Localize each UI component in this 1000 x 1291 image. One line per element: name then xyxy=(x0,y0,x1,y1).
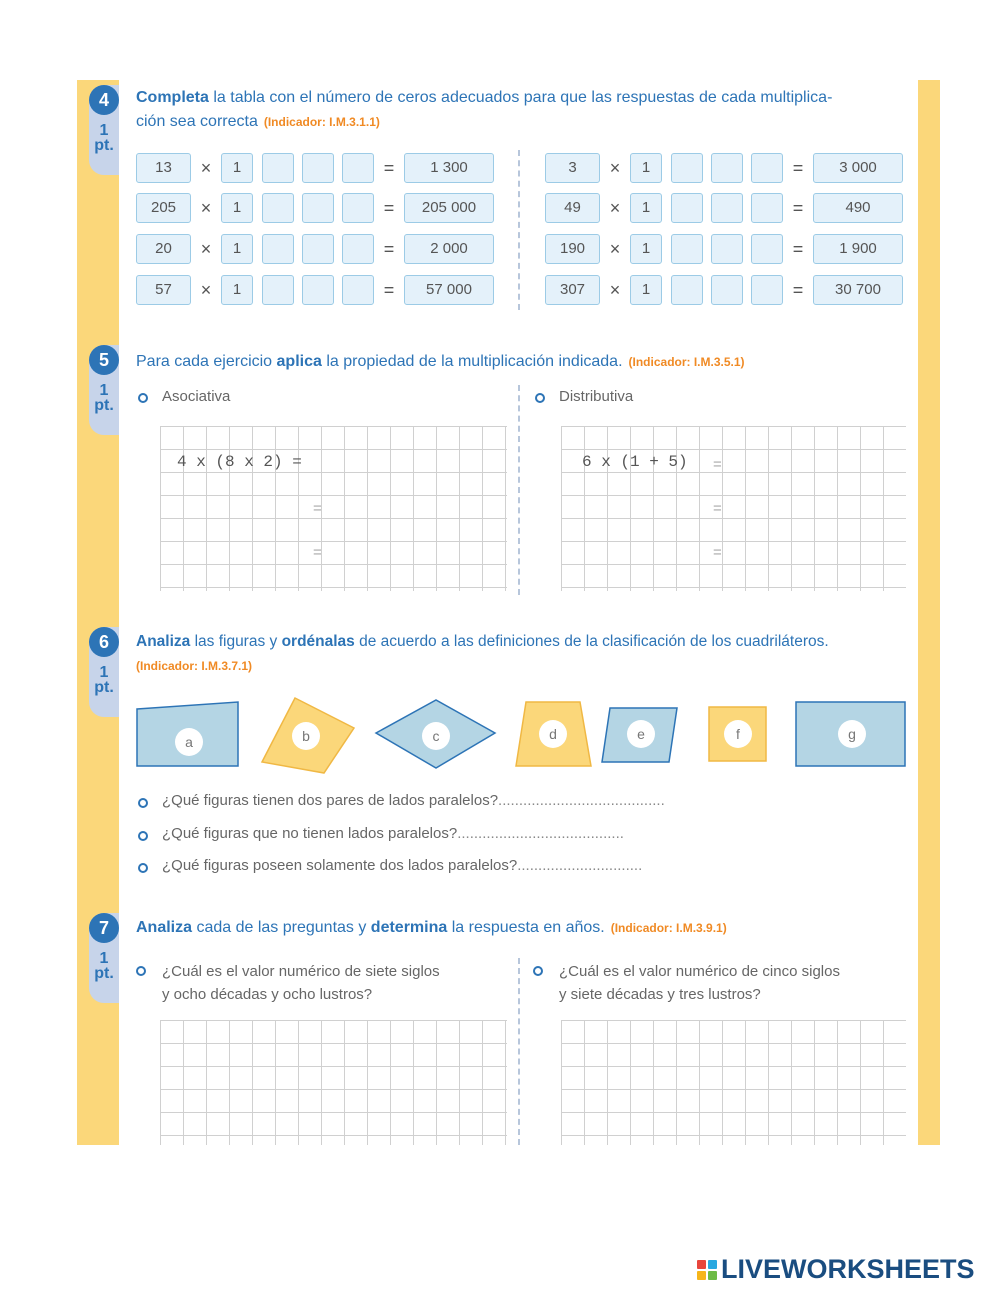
liveworksheets-mark-icon xyxy=(697,1260,717,1280)
multiplicand-box: 20 xyxy=(136,234,191,264)
section-5-badge xyxy=(89,345,119,435)
indicator: (Indicador: I.M.3.7.1) xyxy=(136,659,253,673)
factor-one-box: 1 xyxy=(630,275,662,305)
section-number: 6 xyxy=(89,627,119,657)
points-value: 1 xyxy=(99,122,109,139)
title-text: cada de las preguntas y xyxy=(192,919,371,936)
zero-input-box[interactable] xyxy=(262,275,294,305)
question-text: ¿Qué figuras tienen dos pares de lados paralelos? xyxy=(162,792,499,809)
zero-input-box[interactable] xyxy=(751,275,783,305)
zero-input-box[interactable] xyxy=(342,153,374,183)
factor-one-box: 1 xyxy=(221,234,253,264)
section-6-title xyxy=(136,630,829,678)
zero-input-box[interactable] xyxy=(711,275,743,305)
zero-input-box[interactable] xyxy=(342,275,374,305)
bullet-icon xyxy=(138,393,148,403)
equals-sign: = xyxy=(792,158,804,178)
zero-input-box[interactable] xyxy=(671,153,703,183)
bullet-icon xyxy=(138,831,148,841)
equals-sign: = xyxy=(792,198,804,218)
product-box: 490 xyxy=(813,193,903,223)
question-left xyxy=(162,960,440,1006)
equals-sign: = xyxy=(713,500,722,517)
liveworksheets-logo xyxy=(697,1254,975,1285)
section-7-title xyxy=(136,916,727,940)
title-text: la propiedad de la multiplicación indicada. xyxy=(321,353,623,370)
times-sign: × xyxy=(200,198,212,218)
shape-label-b: b xyxy=(292,722,320,750)
product-box: 2 000 xyxy=(404,234,494,264)
bullet-icon xyxy=(136,966,146,976)
right-yellow-bar xyxy=(918,80,940,1145)
title-verb: Analiza xyxy=(136,919,193,936)
factor-one-box: 1 xyxy=(630,153,662,183)
times-sign: × xyxy=(609,158,621,178)
question-text: ¿Qué figuras que no tienen lados paralelos? xyxy=(162,825,458,842)
question-left-answer-grid[interactable] xyxy=(160,1020,507,1145)
product-box: 205 000 xyxy=(404,193,494,223)
product-box: 30 700 xyxy=(813,275,903,305)
question-text: y ocho décadas y ocho lustros? xyxy=(162,986,373,1003)
equals-sign: = xyxy=(383,280,395,300)
shape-label-f: f xyxy=(724,720,752,748)
factor-one-box: 1 xyxy=(630,193,662,223)
question-right xyxy=(559,960,840,1006)
zero-input-box[interactable] xyxy=(671,193,703,223)
multiplicand-box: 57 xyxy=(136,275,191,305)
zero-input-box[interactable] xyxy=(711,193,743,223)
title-text: la tabla con el número de ceros adecuados para que las respuestas de cada multiplica- xyxy=(208,89,833,106)
question-line xyxy=(162,825,624,842)
indicator: (Indicador: I.M.3.5.1) xyxy=(628,355,745,369)
bullet-icon xyxy=(138,798,148,808)
zero-input-box[interactable] xyxy=(302,234,334,264)
product-box: 57 000 xyxy=(404,275,494,305)
question-text: y siete décadas y tres lustros? xyxy=(559,986,761,1003)
title-text: la respuesta en años. xyxy=(447,919,605,936)
shape-label-c: c xyxy=(422,722,450,750)
zero-input-box[interactable] xyxy=(262,193,294,223)
zero-input-box[interactable] xyxy=(711,234,743,264)
section-divider xyxy=(518,150,520,310)
quadrilateral-shapes xyxy=(132,692,922,776)
equals-sign: = xyxy=(313,500,322,517)
indicator: (Indicador: I.M.3.9.1) xyxy=(610,921,727,935)
title-verb: aplica xyxy=(276,353,322,370)
zero-input-box[interactable] xyxy=(342,234,374,264)
bullet-icon xyxy=(533,966,543,976)
shape-label-a: a xyxy=(175,728,203,756)
equals-sign: = xyxy=(713,456,722,473)
associative-label: Asociativa xyxy=(162,388,231,405)
times-sign: × xyxy=(200,239,212,259)
multiplicand-box: 307 xyxy=(545,275,600,305)
question-text: ¿Qué figuras poseen solamente dos lados paralelos? xyxy=(162,857,518,874)
multiplicand-box: 205 xyxy=(136,193,191,223)
points-label: pt. xyxy=(94,965,114,982)
times-sign: × xyxy=(200,158,212,178)
shape-label-e: e xyxy=(627,720,655,748)
zero-input-box[interactable] xyxy=(751,234,783,264)
zero-input-box[interactable] xyxy=(302,275,334,305)
section-divider xyxy=(518,385,520,595)
section-divider xyxy=(518,958,520,1145)
equals-sign: = xyxy=(383,198,395,218)
worksheet-page xyxy=(77,80,940,1145)
answer-blank[interactable]: ........................................ xyxy=(457,825,624,842)
multiplicand-box: 3 xyxy=(545,153,600,183)
zero-input-box[interactable] xyxy=(671,275,703,305)
zero-input-box[interactable] xyxy=(262,234,294,264)
multiplicand-box: 49 xyxy=(545,193,600,223)
distributive-expression: 6 x (1 + 5) xyxy=(582,453,688,471)
bullet-icon xyxy=(535,393,545,403)
answer-blank[interactable]: ........................................ xyxy=(498,792,665,809)
title-text: Para cada ejercicio xyxy=(136,353,277,370)
product-box: 1 300 xyxy=(404,153,494,183)
zero-input-box[interactable] xyxy=(302,153,334,183)
title-text: las figuras y xyxy=(190,633,282,650)
points-label: pt. xyxy=(94,137,114,154)
question-text: ¿Cuál es el valor numérico de siete siglos xyxy=(162,963,440,980)
bullet-icon xyxy=(138,863,148,873)
points-label: pt. xyxy=(94,679,114,696)
times-sign: × xyxy=(609,239,621,259)
indicator: (Indicador: I.M.3.1.1) xyxy=(263,115,380,129)
title-verb: ordénalas xyxy=(281,633,355,650)
multiplicand-box: 13 xyxy=(136,153,191,183)
question-text: ¿Cuál es el valor numérico de cinco siglos xyxy=(559,963,840,980)
title-text: de acuerdo a las definiciones de la clasificación de los cuadriláteros. xyxy=(354,633,829,650)
section-number: 7 xyxy=(89,913,119,943)
equals-sign: = xyxy=(713,544,722,561)
section-4-title xyxy=(136,86,832,134)
question-line xyxy=(162,857,642,874)
zero-input-box[interactable] xyxy=(342,193,374,223)
equals-sign: = xyxy=(313,544,322,561)
answer-blank[interactable]: .............................. xyxy=(517,857,643,874)
points-value: 1 xyxy=(99,664,109,681)
associative-answer-grid[interactable] xyxy=(160,426,507,591)
points-value: 1 xyxy=(99,950,109,967)
zero-input-box[interactable] xyxy=(671,234,703,264)
times-sign: × xyxy=(609,198,621,218)
equals-sign: = xyxy=(792,239,804,259)
times-sign: × xyxy=(609,280,621,300)
points-label: pt. xyxy=(94,397,114,414)
equals-sign: = xyxy=(792,280,804,300)
question-line xyxy=(162,792,665,809)
zero-input-box[interactable] xyxy=(302,193,334,223)
title-verb: Completa xyxy=(136,89,209,106)
distributive-label: Distributiva xyxy=(559,388,634,405)
zero-input-box[interactable] xyxy=(751,193,783,223)
equals-sign: = xyxy=(383,158,395,178)
title-verb: Analiza xyxy=(136,633,191,650)
factor-one-box: 1 xyxy=(221,275,253,305)
zero-input-box[interactable] xyxy=(751,153,783,183)
title-verb: determina xyxy=(370,919,448,936)
shape-label-d: d xyxy=(539,720,567,748)
section-6-badge xyxy=(89,627,119,717)
section-4-badge xyxy=(89,85,119,175)
factor-one-box: 1 xyxy=(630,234,662,264)
zero-input-box[interactable] xyxy=(262,153,294,183)
product-box: 1 900 xyxy=(813,234,903,264)
zero-input-box[interactable] xyxy=(711,153,743,183)
times-sign: × xyxy=(200,280,212,300)
points-value: 1 xyxy=(99,382,109,399)
distributive-answer-grid[interactable] xyxy=(561,426,906,591)
multiplicand-box: 190 xyxy=(545,234,600,264)
question-right-answer-grid[interactable] xyxy=(561,1020,906,1145)
section-5-title xyxy=(136,350,745,374)
factor-one-box: 1 xyxy=(221,153,253,183)
section-number: 4 xyxy=(89,85,119,115)
section-7-badge xyxy=(89,913,119,1003)
section-number: 5 xyxy=(89,345,119,375)
associative-expression: 4 x (8 x 2) = xyxy=(177,453,302,471)
brand-name: LIVEWORKSHEETS xyxy=(721,1254,975,1284)
product-box: 3 000 xyxy=(813,153,903,183)
title-text-line2: ción sea correcta xyxy=(136,113,258,130)
shape-label-g: g xyxy=(838,720,866,748)
equals-sign: = xyxy=(383,239,395,259)
factor-one-box: 1 xyxy=(221,193,253,223)
